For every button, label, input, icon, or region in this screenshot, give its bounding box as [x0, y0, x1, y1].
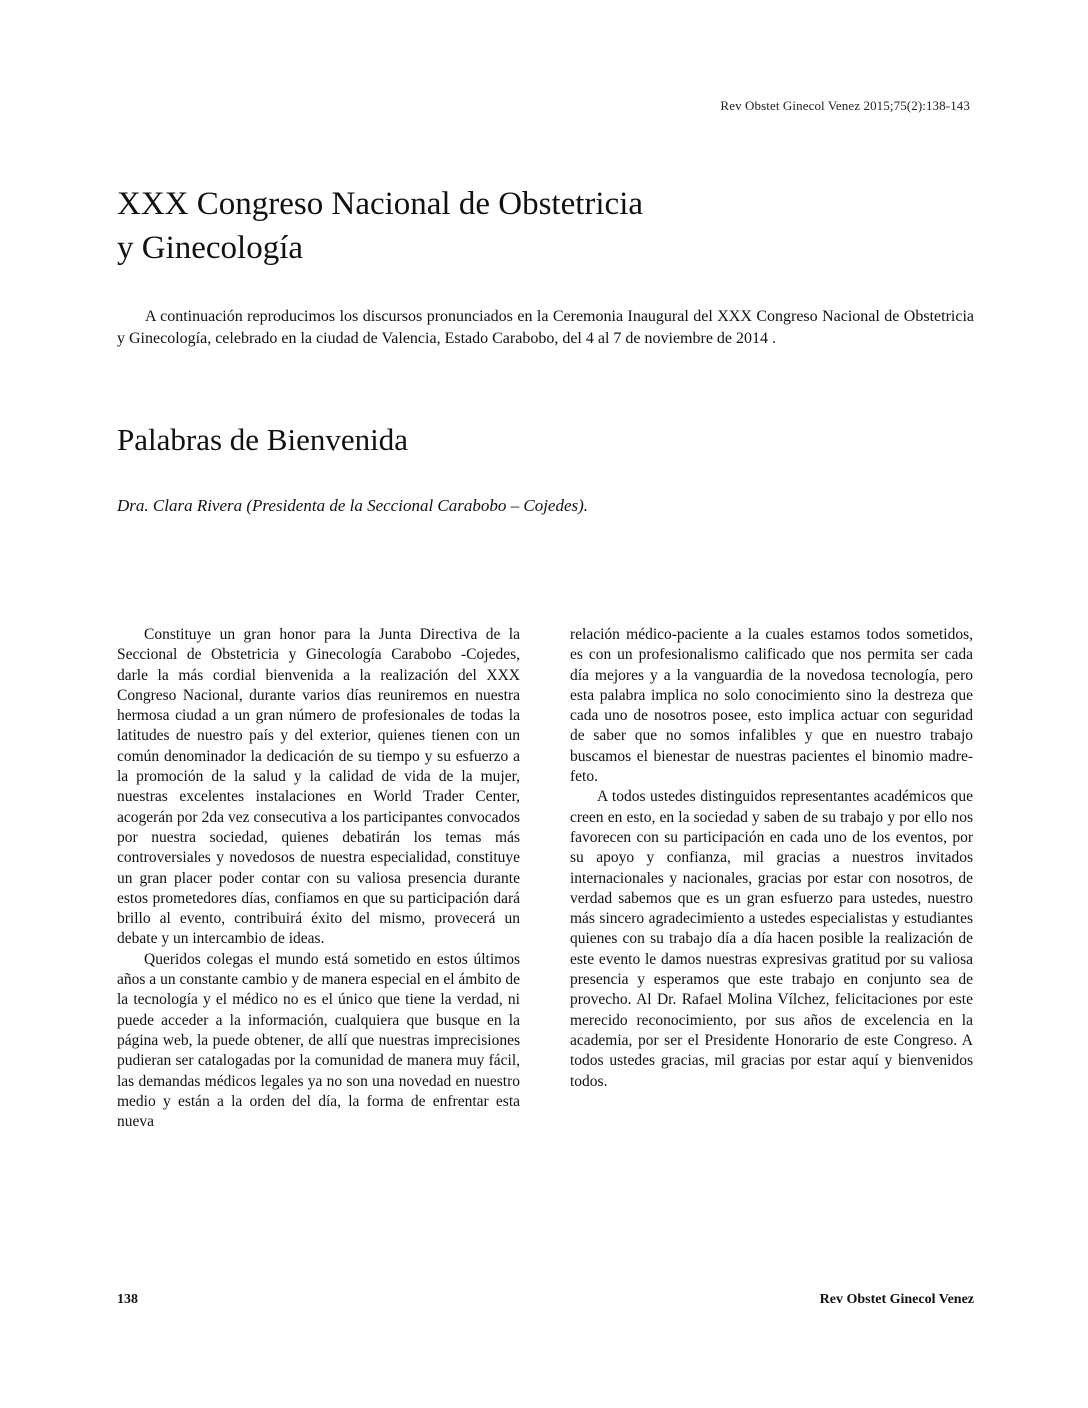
intro-paragraph: A continuación reproducimos los discursos pronunciados en la Ceremonia Inaugural del XXX Congreso Nacional de Obstetricia y Ginecología, celebrado en la ciudad de Valencia, Estado Carabobo, del 4 al 7 de noviembre de 2014 . — [117, 308, 974, 347]
body-paragraph: Constituye un gran honor para la Junta Directiva de la Seccional de Obstetricia y Ginecología Carabobo -Cojedes, darle la más cordial bienvenida a la realización del XXX Congreso Nacional, durante varios días reuniremos en nuestra hermosa ciudad a un gran número de profesionales de todas la latitudes de nuestro país y del exterior, quienes tienen con un común denominador la dedicación de su tiempo y su esfuerzo a la promoción de la salud y la calidad de vida de la mujer, nuestras excelentes instalaciones en World Trader Center, acogerán por 2da vez consecutiva a los participantes convocados por nuestra sociedad, quienes debatirán los temas más controversiales y novedosos de nuestra especialidad, constituye un gran placer poder contar con su valiosa presencia durante estos prometedores días, confiamos en que su participación dará brillo al evento, contribuirá éxito del mismo, provecerá un debate y un intercambio de ideas. — [117, 626, 520, 948]
body-paragraph-continued: relación médico-paciente a la cuales estamos todos sometidos, es con un profesionalismo calificado que nos permita ser cada día mejores y a la vanguardia de la novedosa tecnología, pero esta palabra implica no solo conocimiento sino la destreza que cada uno de nosotros posee, esto implica actuar con seguridad de saber que no somos infalibles y que en nuestro trabajo buscamos el bienestar de nuestras pacientes el binomio madre-feto. — [570, 626, 973, 786]
section-heading: Palabras de Bienvenida — [117, 422, 408, 457]
author-byline: Dra. Clara Rivera (Presidenta de la Seccional Carabobo – Cojedes). — [117, 496, 589, 515]
page-number: 138 — [117, 1292, 138, 1307]
body-column-left — [117, 625, 520, 1132]
body-paragraph: Queridos colegas el mundo está sometido en estos últimos años a un constante cambio y de manera especial en el ámbito de la tecnología y el médico no es el único que tiene la verdad, ni puede acceder a la información, cualquiera que busque en la página web, la puede obtener, de allí que nuestras imprecisiones pudieran ser catalogadas por la comunidad de manera muy fácil, las demandas médicos legales ya no son una novedad en nuestro medio y están a la orden del día, la forma de enfrentar esta nueva — [117, 950, 520, 1131]
body-column-right — [570, 625, 973, 1092]
body-paragraph: A todos ustedes distinguidos representantes académicos que creen en esto, en la sociedad y saben de su trabajo y por ello nos favorecen con su participación en cada uno de los eventos, por su apoyo y confianza, mil gracias a nuestros invitados internacionales y nacionales, gracias por estar con nosotros, de verdad sabemos que es un gran esfuerzo para ustedes, nuestro más sincero agradecimiento a ustedes especialistas y estudiantes quienes con su trabajo día a día hacen posible la realización de este evento le damos nuestras expresivas gratitud por su valiosa presencia y esperamos que este trabajo en conjunto sea de provecho. Al Dr. Rafael Molina Vílchez, felicitaciones por este merecido reconocimiento, por sus años de excelencia en la academia, por ser el Presidente Honorario de este Congreso. A todos ustedes gracias, mil gracias por estar aquí y bienvenidos todos. — [570, 788, 973, 1090]
journal-footer: Rev Obstet Ginecol Venez — [819, 1292, 974, 1307]
article-title — [117, 182, 937, 270]
article-title-line-1: XXX Congreso Nacional de Obstetricia — [117, 186, 644, 222]
running-head-citation: Rev Obstet Ginecol Venez 2015;75(2):138-143 — [720, 98, 970, 113]
article-title-line-2: y Ginecología — [117, 230, 304, 266]
